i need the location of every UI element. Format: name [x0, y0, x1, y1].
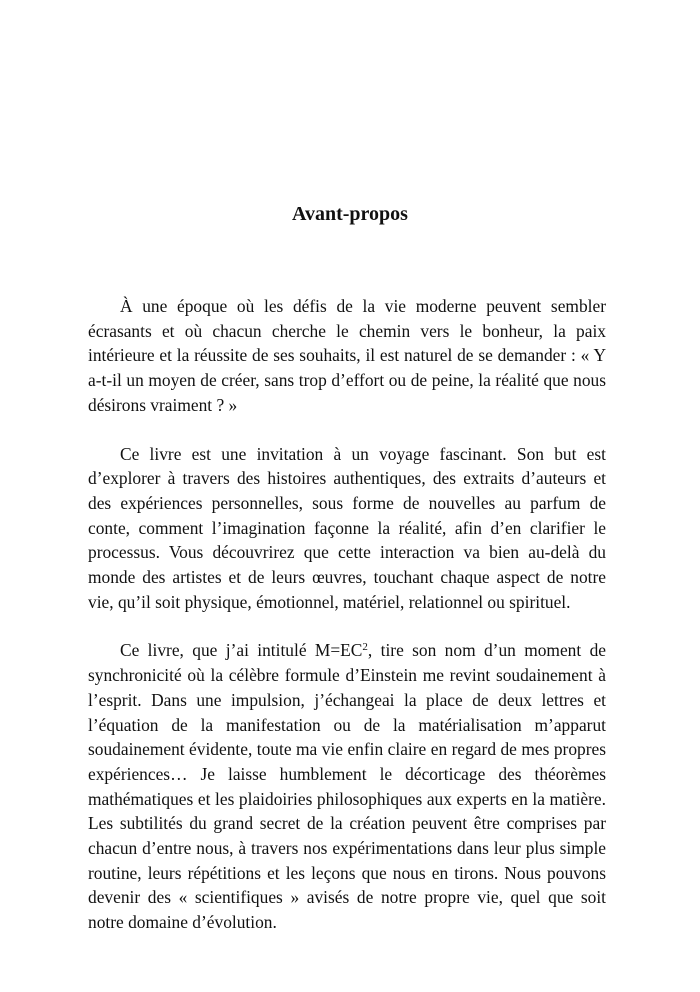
paragraph-3-start: Ce livre, que j’ai intitulé M=EC: [120, 640, 363, 661]
paragraph-3: [88, 638, 606, 934]
paragraph-2: Ce livre est une invitation à un voyage fascinant. Son but est d’explorer à travers des histoires authentiques, des extraits d’auteurs et des expériences personnelles, sous forme de nouvelles au parfum de conte, comment l’imagination façonne la réalité, afin d’en clarifier le processus. Vous découvrirez que cette interaction va bien au-delà du monde des artistes et de leurs œuvres, touchant chaque aspect de notre vie, qu’il soit physique, émotionnel, matériel, relationnel ou spirituel.: [88, 443, 606, 612]
paragraph-1: À une époque où les défis de la vie moderne peuvent sembler écrasants et où chacun cherche le chemin vers le bonheur, la paix intérieure et la réussite de ses souhaits, il est naturel de se demander : « Y a-t-il un moyen de créer, sans trop d’effort ou de peine, la réalité que nous désirons vraiment ? »: [88, 296, 606, 415]
paragraph-3-rest: , tire son nom d’un moment de synchronicité où la célèbre formule d’Einstein me revint soudainement à l’esprit. Dans une impulsion, j’échangeai la place de deux lettres et l’équation de la manifestation ou de la matérialisation m’apparut soudainement évidente, toute ma vie enfin claire en regard de mes propres expériences… Je laisse humblement le décorticage des théorèmes mathématiques et les plaidoiries philosophiques aux experts en la matière. Les subtilités du grand secret de la création peuvent être comprises par chacun d’entre nous, à travers nos expérimentations dans leur plus simple routine, leurs répétitions et les leçons que nous en tirons. Nous pouvons devenir des « scientifiques » avisés de notre propre vie, quel que soit notre domaine d’évolution.: [88, 640, 606, 933]
superscript-exponent: 2: [362, 641, 368, 654]
body-text: [88, 294, 606, 959]
page-title: Avant-propos: [292, 203, 408, 225]
